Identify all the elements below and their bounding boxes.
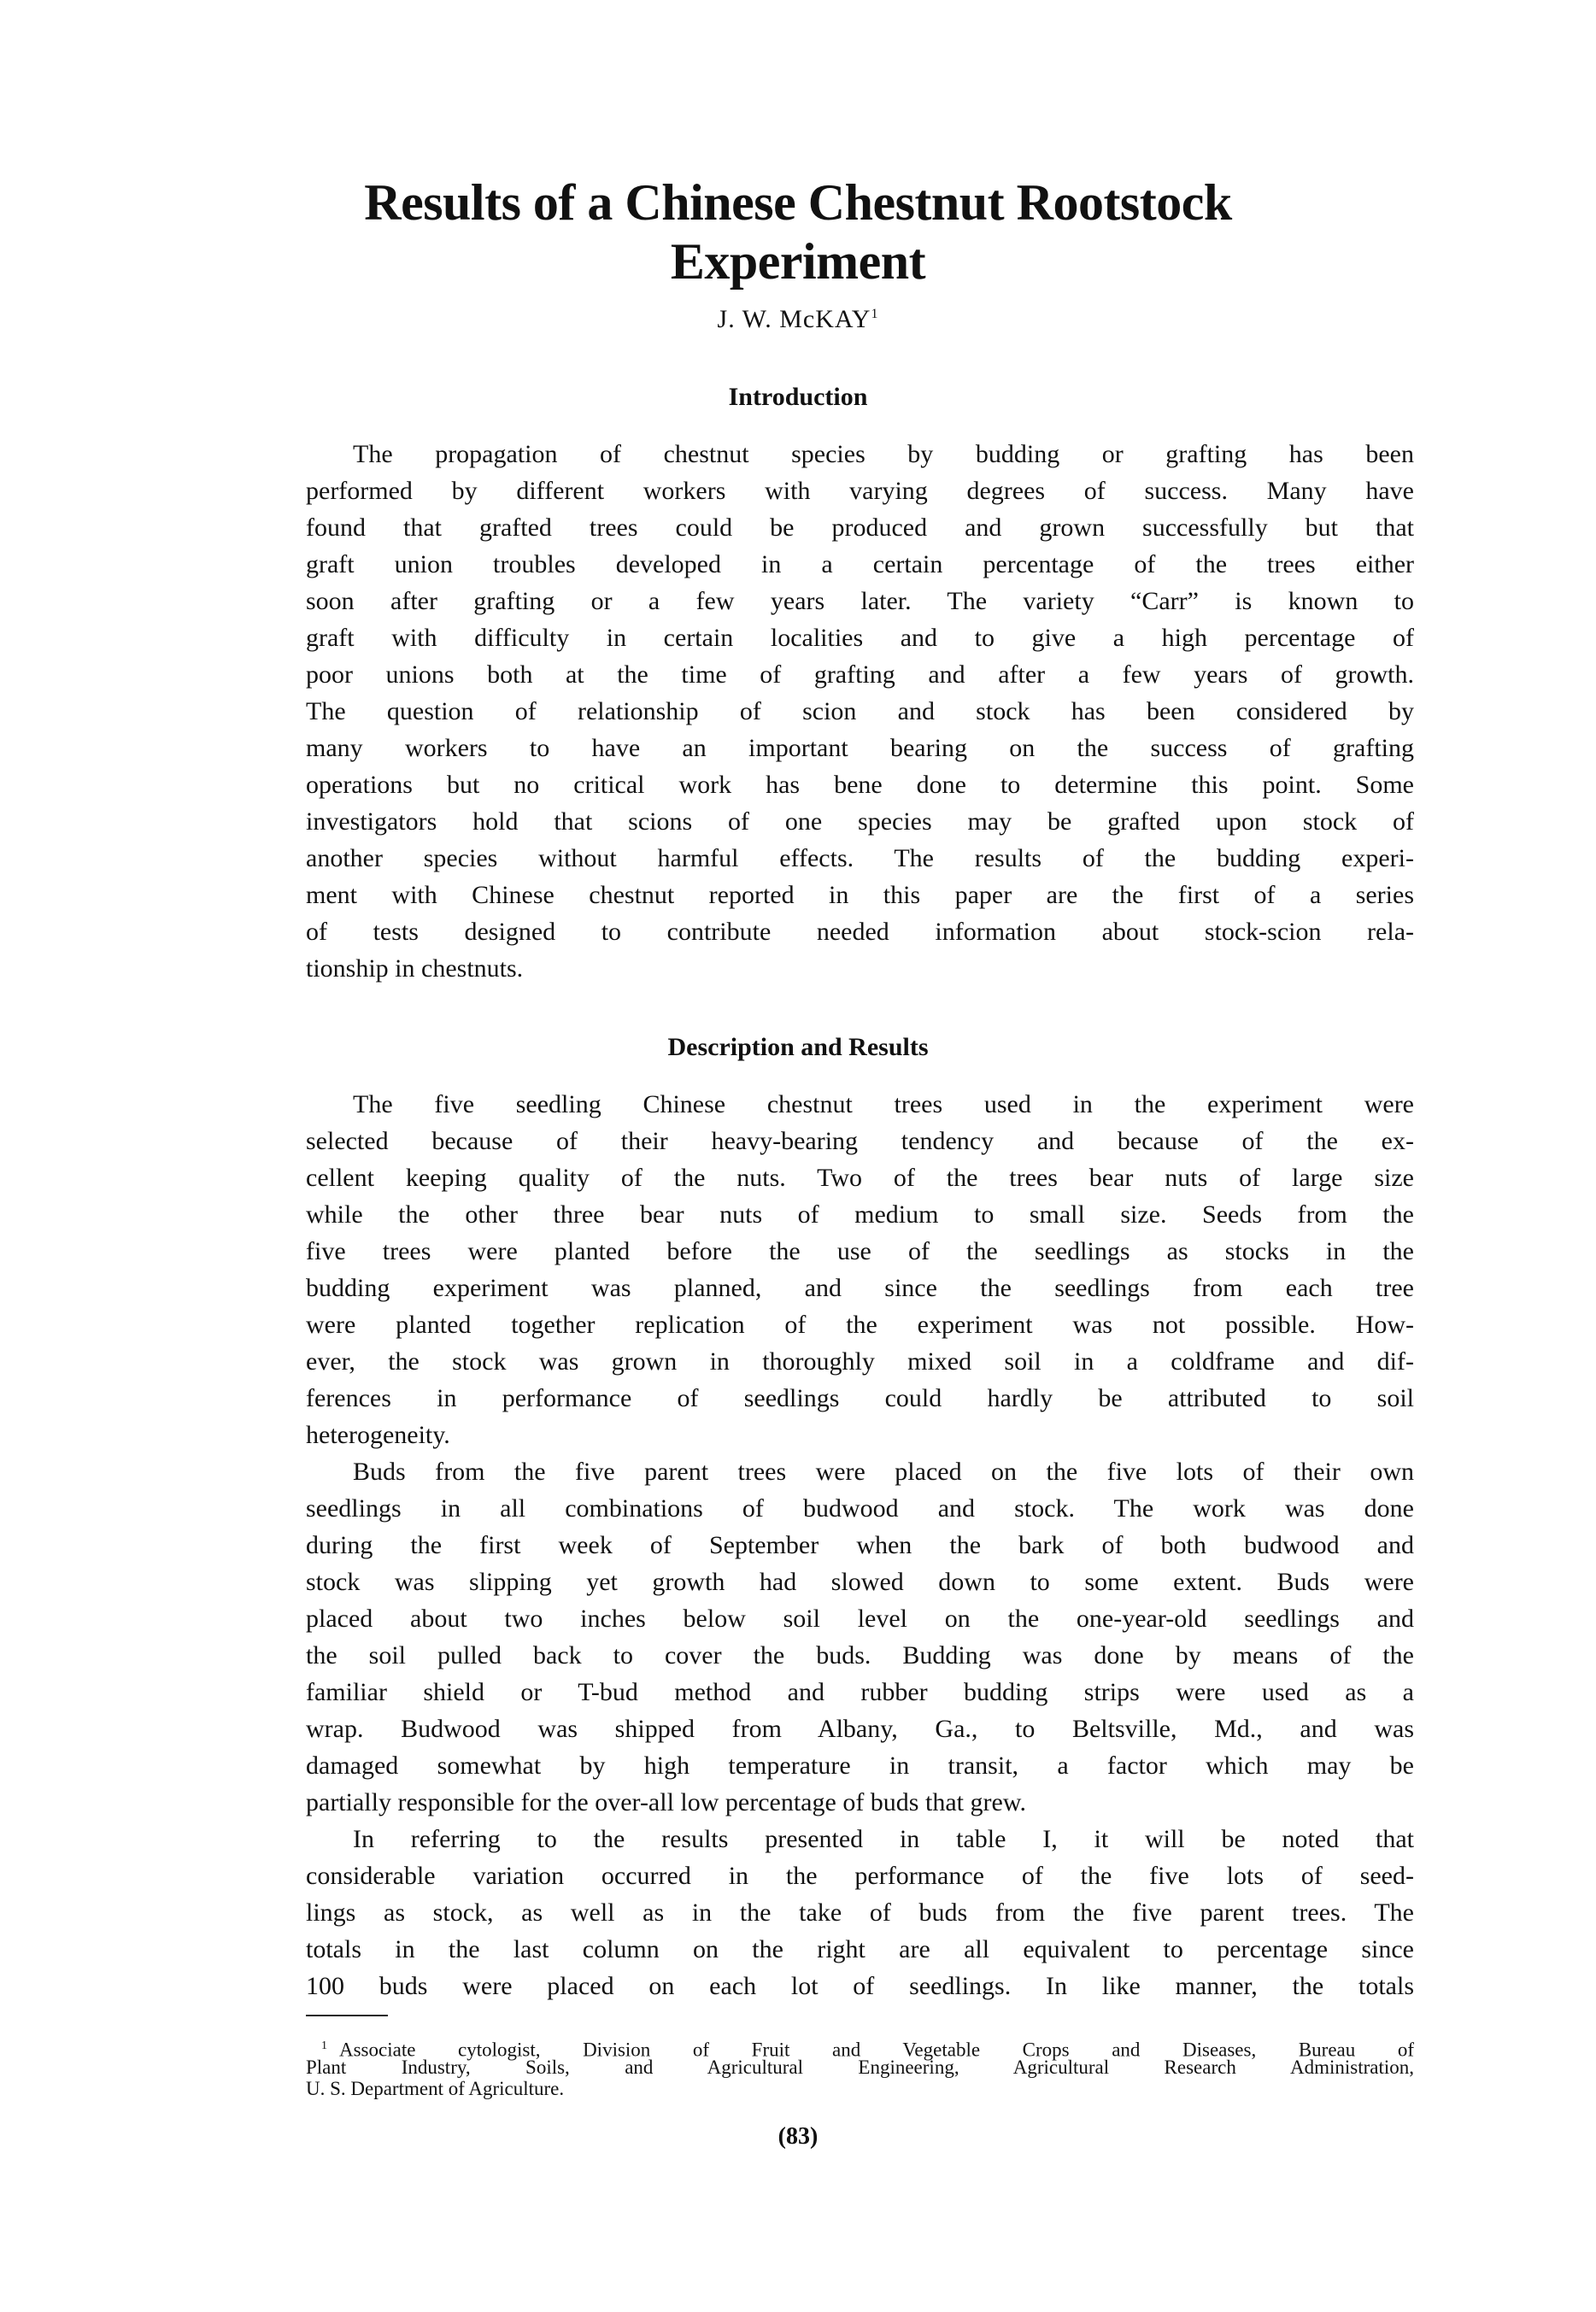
paragraph-line: lings as stock, as well as in the take of buds from the five parent trees. The bbox=[306, 1898, 1414, 1927]
footnote-line: Plant Industry, Soils, and Agricultural Engineering, Agricultural Research Administration, bbox=[306, 2057, 1414, 2078]
paragraph-line: during the first week of September when the bark of both budwood and bbox=[306, 1531, 1414, 1559]
section-heading-introduction: Introduction bbox=[728, 383, 868, 411]
section-heading-description: Description and Results bbox=[667, 1033, 929, 1061]
paragraph-line: of tests designed to contribute needed information about stock-scion rela- bbox=[306, 918, 1414, 946]
paragraph-line: selected because of their heavy-bearing tendency and because of the ex- bbox=[306, 1127, 1414, 1155]
paragraph-line: seedlings in all combinations of budwood and stock. The work was done bbox=[306, 1494, 1414, 1523]
paragraph-line: The question of relationship of scion and stock has been considered by bbox=[306, 697, 1414, 725]
paragraph-line: Buds from the five parent trees were placed on the five lots of their own bbox=[353, 1458, 1414, 1486]
paragraph-line: found that grafted trees could be produced and grown successfully but that bbox=[306, 513, 1414, 542]
paragraph-line: considerable variation occurred in the performance of the five lots of seed- bbox=[306, 1862, 1414, 1890]
footnote-divider bbox=[306, 2015, 388, 2016]
paragraph-line: investigators hold that scions of one species may be grafted upon stock of bbox=[306, 807, 1414, 836]
paragraph-line: wrap. Budwood was shipped from Albany, Ga., to Beltsville, Md., and was bbox=[306, 1715, 1414, 1743]
paragraph-line: soon after grafting or a few years later. The variety “Carr” is known to bbox=[306, 587, 1414, 615]
paragraph-line: the soil pulled back to cover the buds. Budding was done by means of the bbox=[306, 1641, 1414, 1669]
paragraph-line: graft union troubles developed in a certain percentage of the trees either bbox=[306, 550, 1414, 578]
paragraph-line: budding experiment was planned, and since the seedlings from each tree bbox=[306, 1274, 1414, 1302]
paragraph-line: totals in the last column on the right are all equivalent to percentage since bbox=[306, 1935, 1414, 1963]
footnote-line bbox=[306, 2035, 1414, 2061]
footnote-line: U. S. Department of Agriculture. bbox=[306, 2078, 565, 2099]
paragraph-line: The five seedling Chinese chestnut trees used in the experiment were bbox=[353, 1090, 1414, 1118]
paragraph-line: 100 buds were placed on each lot of seedlings. In like manner, the totals bbox=[306, 1972, 1414, 2000]
footnote-mark: 1 bbox=[321, 2039, 327, 2052]
author-footnote-mark: 1 bbox=[871, 307, 879, 321]
paragraph-line: The propagation of chestnut species by budding or grafting has been bbox=[353, 440, 1414, 468]
paragraph-line: In referring to the results presented in table I, it will be noted that bbox=[353, 1825, 1414, 1853]
author-name: J. W. McKAY bbox=[717, 305, 871, 333]
paragraph-line: ment with Chinese chestnut reported in this paper are the first of a series bbox=[306, 881, 1414, 909]
paragraph-line: operations but no critical work has bene done to determine this point. Some bbox=[306, 771, 1414, 799]
paragraph-line: five trees were planted before the use of the seedlings as stocks in the bbox=[306, 1237, 1414, 1265]
paragraph-line: while the other three bear nuts of medium to small size. Seeds from the bbox=[306, 1200, 1414, 1229]
paragraph-line: tionship in chestnuts. bbox=[306, 954, 524, 983]
paragraph-line: were planted together replication of the experiment was not possible. How- bbox=[306, 1311, 1414, 1339]
paragraph-line: another species without harmful effects. The results of the budding experi- bbox=[306, 844, 1414, 872]
paragraph-line: ferences in performance of seedlings could hardly be attributed to soil bbox=[306, 1384, 1414, 1412]
paragraph-line: damaged somewhat by high temperature in transit, a factor which may be bbox=[306, 1752, 1414, 1780]
title-line-2: Experiment bbox=[670, 233, 926, 290]
paragraph-line: familiar shield or T-bud method and rubber budding strips were used as a bbox=[306, 1678, 1414, 1706]
paragraph-line: placed about two inches below soil level on the one-year-old seedlings and bbox=[306, 1605, 1414, 1633]
title-line-1: Results of a Chinese Chestnut Rootstock bbox=[364, 174, 1232, 231]
paragraph-line: cellent keeping quality of the nuts. Two of the trees bear nuts of large size bbox=[306, 1164, 1414, 1192]
paragraph-line: partially responsible for the over-all low percentage of buds that grew. bbox=[306, 1788, 1026, 1816]
paragraph-line: many workers to have an important bearing on the success of grafting bbox=[306, 734, 1414, 762]
page-number: (83) bbox=[777, 2123, 819, 2150]
paragraph-line: stock was slipping yet growth had slowed down to some extent. Buds were bbox=[306, 1568, 1414, 1596]
author bbox=[0, 299, 1596, 335]
footnote bbox=[306, 2035, 1414, 2099]
paragraph-line: ever, the stock was grown in thoroughly mixed soil in a coldframe and dif- bbox=[306, 1347, 1414, 1376]
description-body bbox=[306, 1086, 1414, 2004]
paragraph-line: performed by different workers with varying degrees of success. Many have bbox=[306, 477, 1414, 505]
footnote-text: Associate cytologist, Division of Fruit and Vegetable Crops and Diseases, Bureau of bbox=[339, 2039, 1414, 2061]
paragraph-line: graft with difficulty in certain localities and to give a high percentage of bbox=[306, 624, 1414, 652]
paragraph-line: poor unions both at the time of grafting and after a few years of growth. bbox=[306, 660, 1414, 689]
paragraph-line: heterogeneity. bbox=[306, 1421, 450, 1449]
introduction-body bbox=[306, 436, 1414, 987]
